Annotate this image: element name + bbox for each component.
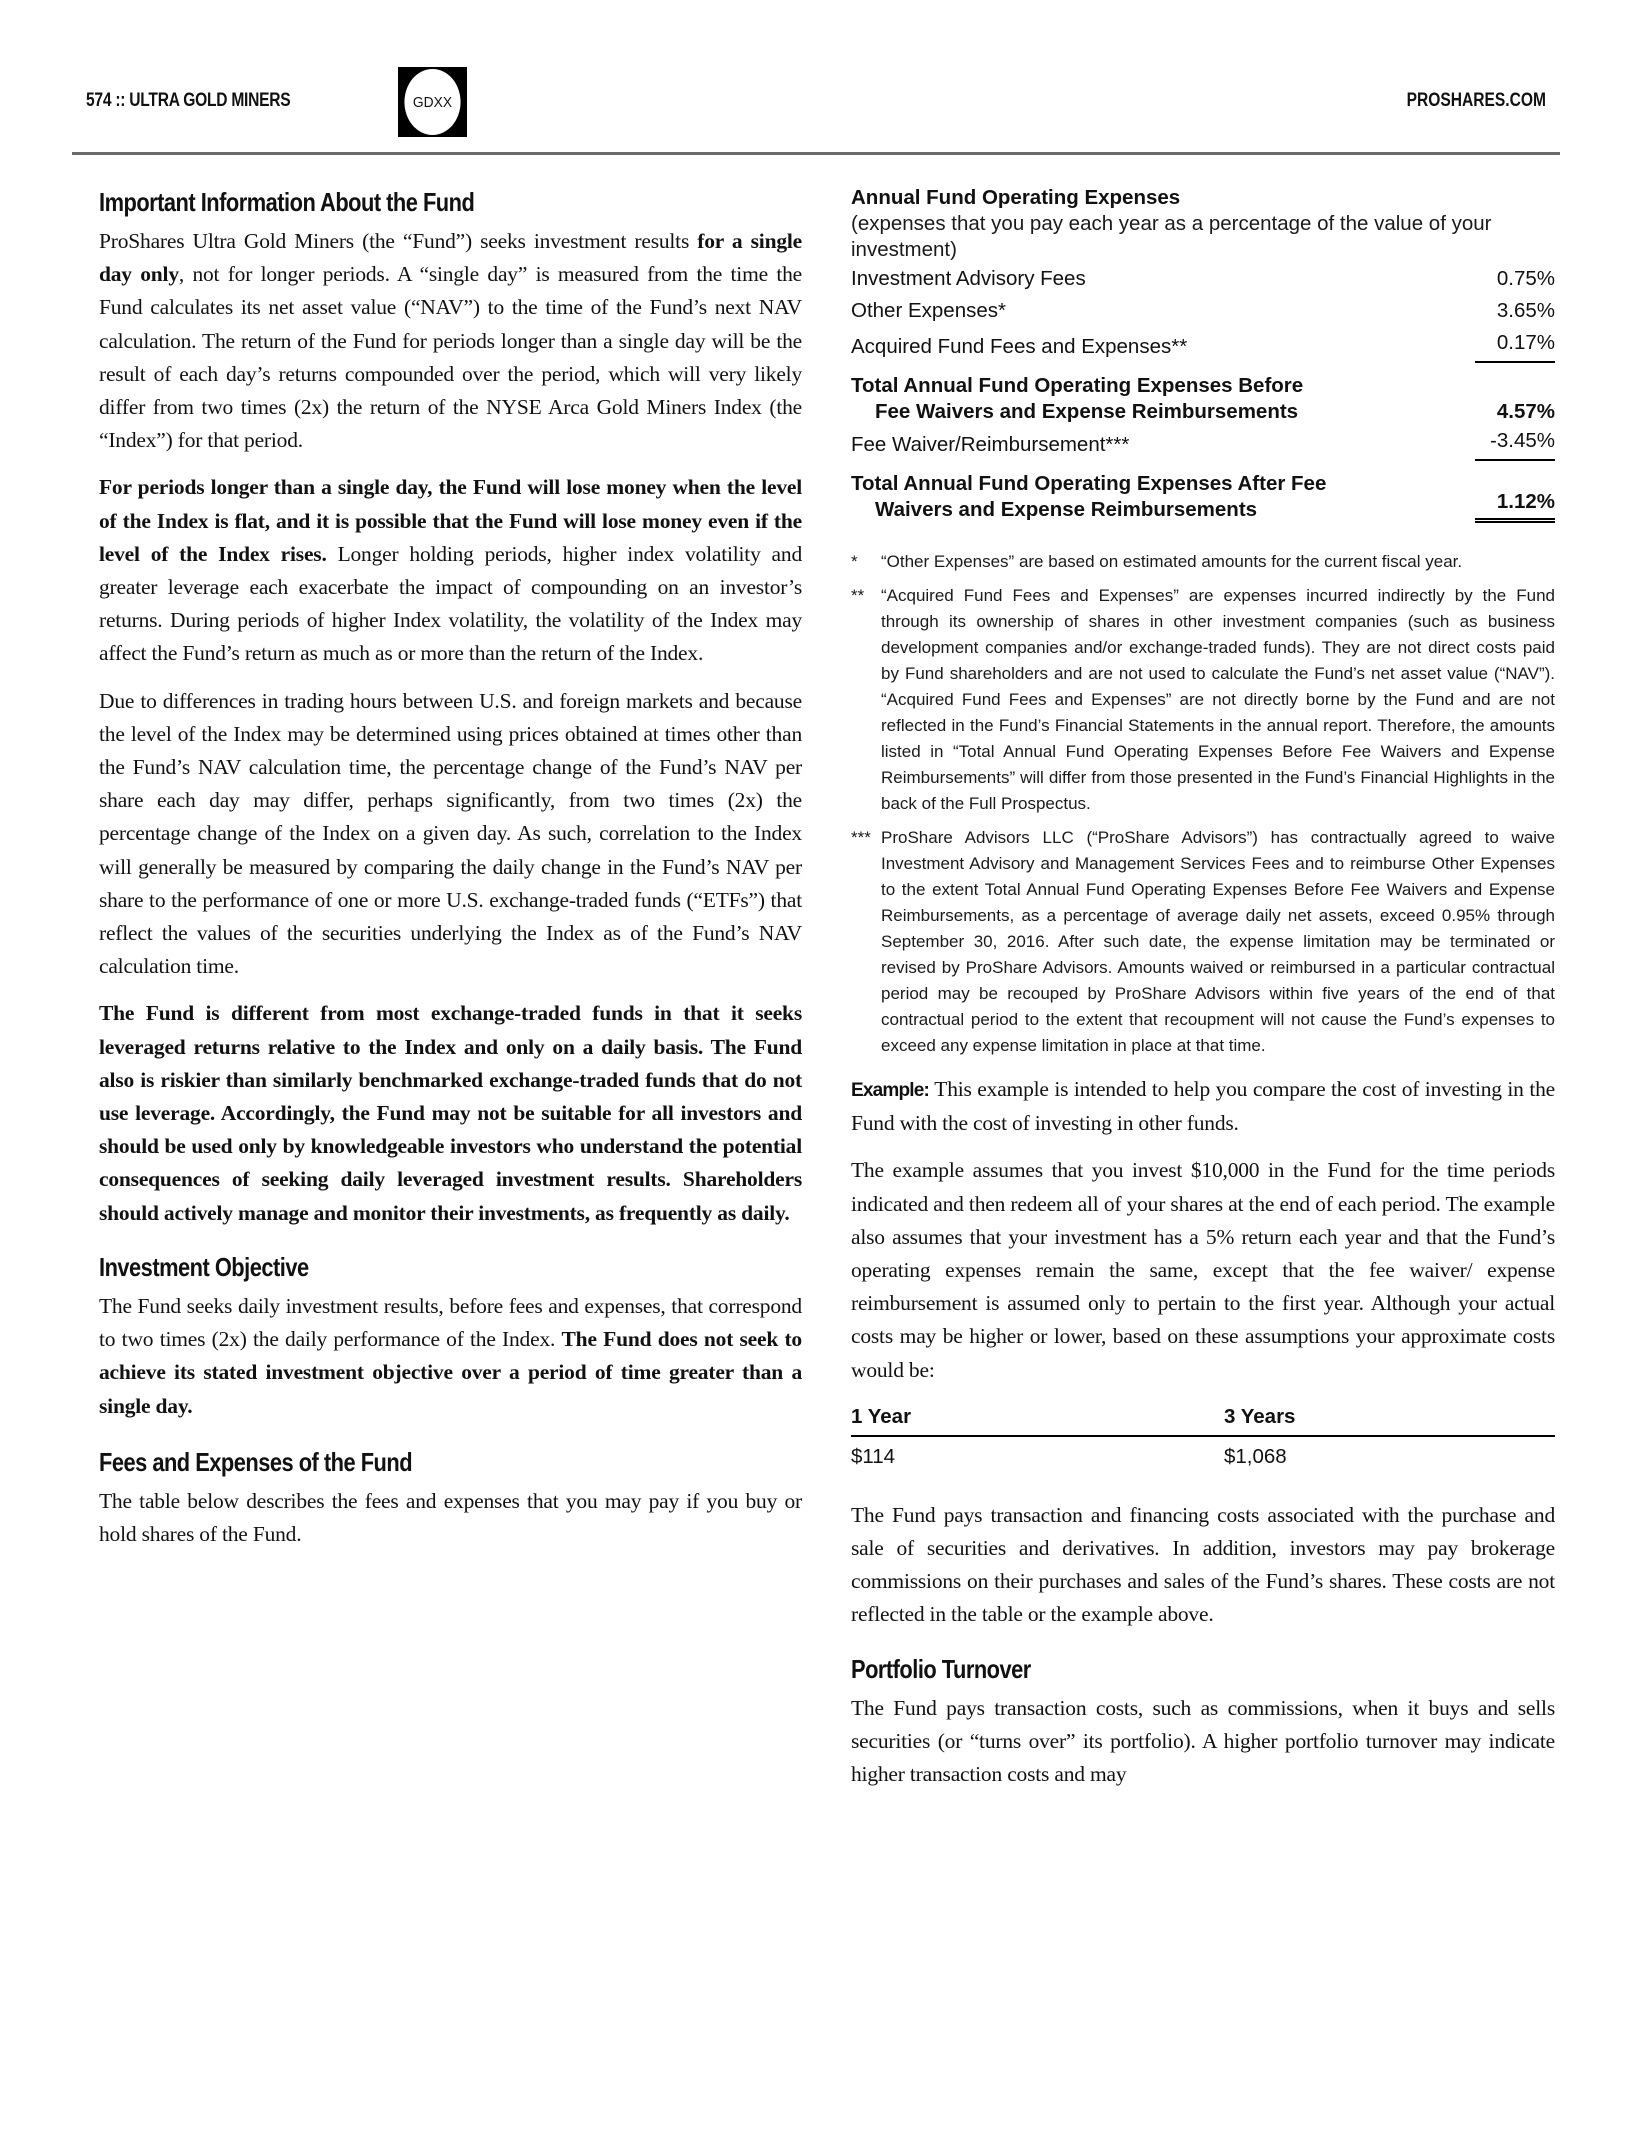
text-run: , not for longer periods. A “single day” is measured from the time the Fund calculates its net asset value (“NAV”) to the time of the Fund’s next NAV calculation. The return of the Fund for periods longer than a single day will be the result of each day’s returns compounded over the period, which will very likely differ from two times (2x) the return of the NYSE Arca Gold Miners Index (the “Index”) for that period. [99,262,802,453]
cost-example-table [851,1405,1555,1469]
footnote-text: “Acquired Fund Fees and Expenses” are expenses incurred indirectly by the Fund through its ownership of shares in other investment companies (such as business development companies and/or exchange-traded funds). They are not direct costs paid by Fund shareholders and are not used to calculate the Fund’s net asset value (“NAV”). “Acquired Fund Fees and Expenses” are not directly borne by the Fund and are not reflected in the Fund’s Financial Statements in the annual report. Therefore, the amounts listed in “Total Annual Fund Operating Expenses Before Fee Waivers and Expense Reimbursements” will differ from those presented in the Fund’s Financial Highlights in the back of the Full Prospectus. [881,586,1555,813]
ticker-badge [398,67,467,137]
cost-header-3-years: 3 Years [1224,1405,1555,1436]
footnote-text: ProShare Advisors LLC (“ProShare Advisors”) has contractually agreed to waive Investment Advisory and Management Services Fees and to reimburse Other Expenses to the extent Total Annual Fund Operating Expenses Before Fee Waivers and Expense Reimbursements, as a percentage of average daily net assets, exceed 0.95% through September 30, 2016. After such date, the expense limitation may be terminated or revised by ProShare Advisors. Amounts waived or reimbursed in a particular contractual period may be recouped by ProShare Advisors within five years of the end of that contractual period to the extent that recoupment will not cause the Fund’s expenses to exceed any expense limitation in place at that time. [881,828,1555,1055]
heading-investment-objective: Investment Objective [99,1251,309,1282]
fees-paragraph: The table below describes the fees and expenses that you may pay if you buy or hold shares of the Fund. [99,1488,802,1546]
cost-value-3-years: $1,068 [1224,1444,1287,1468]
turnover-paragraph: The Fund pays transaction costs, such as commissions, when it buys and sells securities (or “turns over” its portfolio). A higher portfolio turnover may indicate higher transaction costs and may [851,1695,1555,1787]
footnote [851,549,1555,575]
footnote [851,825,1555,1059]
expense-value: 0.75% [1496,267,1555,290]
label-line: Total Annual Fund Operating Expenses After Fee [851,472,1327,495]
ticker-label: GDXX [404,69,460,135]
expense-label: Acquired Fund Fees and Expenses** [851,335,1188,358]
heading-portfolio-turnover: Portfolio Turnover [851,1653,1031,1684]
footnote-mark: * [851,552,858,571]
expenses-table-title: Annual Fund Operating Expenses [851,186,1181,209]
important-paragraph-4 [99,997,802,1229]
expense-row [851,295,1555,327]
expense-label: Other Expenses* [851,299,1006,322]
expense-value: 3.65% [1496,299,1555,322]
example-paragraph-2: The example assumes that you invest $10,000 in the Fund for the time periods indicated and then redeem all of your shares at the end of each period. The example also assumes that your investment has a 5% return each year and that the Fund’s operating expenses remain the same, except that the fee waiver/ expense reimbursement is assumed only to pertain to the first year. Although your actual costs may be higher or lower, based on these assumptions your approximate costs would be: [851,1158,1555,1382]
bold-run: The Fund is different from most exchange-traded funds in that it seeks leveraged returns relative to the Index and only on a daily basis. The Fund also is riskier than similarly benchmarked exchange-traded funds that do not use leverage. Accordingly, the Fund may not be suitable for all investors and should be used only by knowledgeable investors who understand the potential consequences of seeking daily leveraged investment results. Shareholders should actively manage and monitor their investments, as frequently as daily. [99,1001,802,1225]
expense-label: Investment Advisory Fees [851,267,1086,290]
label-line: Waivers and Expense Reimbursements [875,498,1258,521]
waiver-value: -3.45% [1475,425,1555,461]
important-paragraph-1 [99,225,802,457]
footnote-mark: *** [851,828,871,847]
total-after-row [851,471,1555,523]
heading-important-info: Important Information About the Fund [99,187,475,217]
total-before-value: 4.57% [1496,400,1555,423]
page-header [72,60,1560,155]
bold-run: For periods longer than a single day, the Fund will lose money when the level of the Index is flat, and it is possible that the Fund will lose money even if the level of the Index rises. [99,475,802,566]
objective-paragraph [99,1290,802,1423]
label-line: Total Annual Fund Operating Expenses Before [851,374,1304,397]
footnote-text: “Other Expenses” are based on estimated amounts for the current fiscal year. [881,552,1463,571]
expense-row [851,263,1555,295]
page-label: 574 :: ULTRA GOLD MINERS [86,90,291,111]
expenses-table [851,185,1555,523]
label-line: Fee Waivers and Expense Reimbursements [875,400,1299,423]
waiver-label: Fee Waiver/Reimbursement*** [851,433,1130,456]
expense-row [851,327,1555,363]
footnote-mark: ** [851,586,865,605]
transaction-costs-paragraph: The Fund pays transaction and financing costs associated with the purchase and sale of securities and derivatives. In addition, investors may pay brokerage commissions on their purchases and sales of the Fund’s shares. These costs are not reflected in the table or the example above. [851,1502,1555,1627]
bold-run: The Fund does not seek to achieve its stated investment objective over a period of time greater than a single day. [99,1327,802,1418]
footnote [851,583,1555,817]
example-label: Example: [851,1080,930,1101]
expense-value: 0.17% [1475,327,1555,363]
text-run: This example is intended to help you compare the cost of investing in the Fund with the cost of investing in other funds. [851,1077,1555,1136]
total-before-row [851,373,1555,425]
text-run: The Fund seeks daily investment results, before fees and expenses, that correspond to two times (2x) the daily performance of the Index. [99,1293,802,1352]
site-link[interactable]: PROSHARES.COM [1406,90,1546,111]
text-run: ProShares Ultra Gold Miners (the “Fund”) seeks investment results [99,229,698,253]
waiver-row [851,425,1555,461]
text-run: Longer holding periods, higher index volatility and greater leverage each exacerbate the impact of compounding on an investor’s returns. During periods of higher Index volatility, the volatility of the Index may affect the Fund’s return as much as or more than the return of the Index. [99,541,803,666]
bold-run: for a single day only [99,229,803,287]
cost-header-row [851,1405,1555,1436]
expenses-table-subtitle: (expenses that you pay each year as a percentage of the value of your investment) [851,212,1492,261]
total-after-value: 1.12% [1475,489,1555,523]
cost-value-1-year: $114 [851,1444,896,1468]
left-column [99,185,802,1565]
total-before-label [851,373,1303,425]
important-paragraph-2 [99,471,802,670]
total-after-label [851,471,1326,523]
cost-value-row [851,1436,1555,1469]
important-paragraph-3: Due to differences in trading hours between U.S. and foreign markets and because the level of the Index may be determined using prices obtained at times other than the Fund’s NAV calculation time, the percentage change of the Fund’s NAV per share each day may differ, perhaps significantly, from two times (2x) the percentage change of the Index on a given day. As such, correlation to the Index will generally be measured by comparing the daily change in the Fund’s NAV per share to the performance of one or more U.S. exchange-traded funds (“ETFs”) that reflect the values of the securities underlying the Index as of the Fund’s NAV calculation time. [99,688,802,979]
right-column [851,185,1555,1805]
cost-header-1-year: 1 Year [851,1405,1224,1436]
example-paragraph-1 [851,1073,1555,1140]
heading-fees-expenses: Fees and Expenses of the Fund [99,1446,413,1477]
